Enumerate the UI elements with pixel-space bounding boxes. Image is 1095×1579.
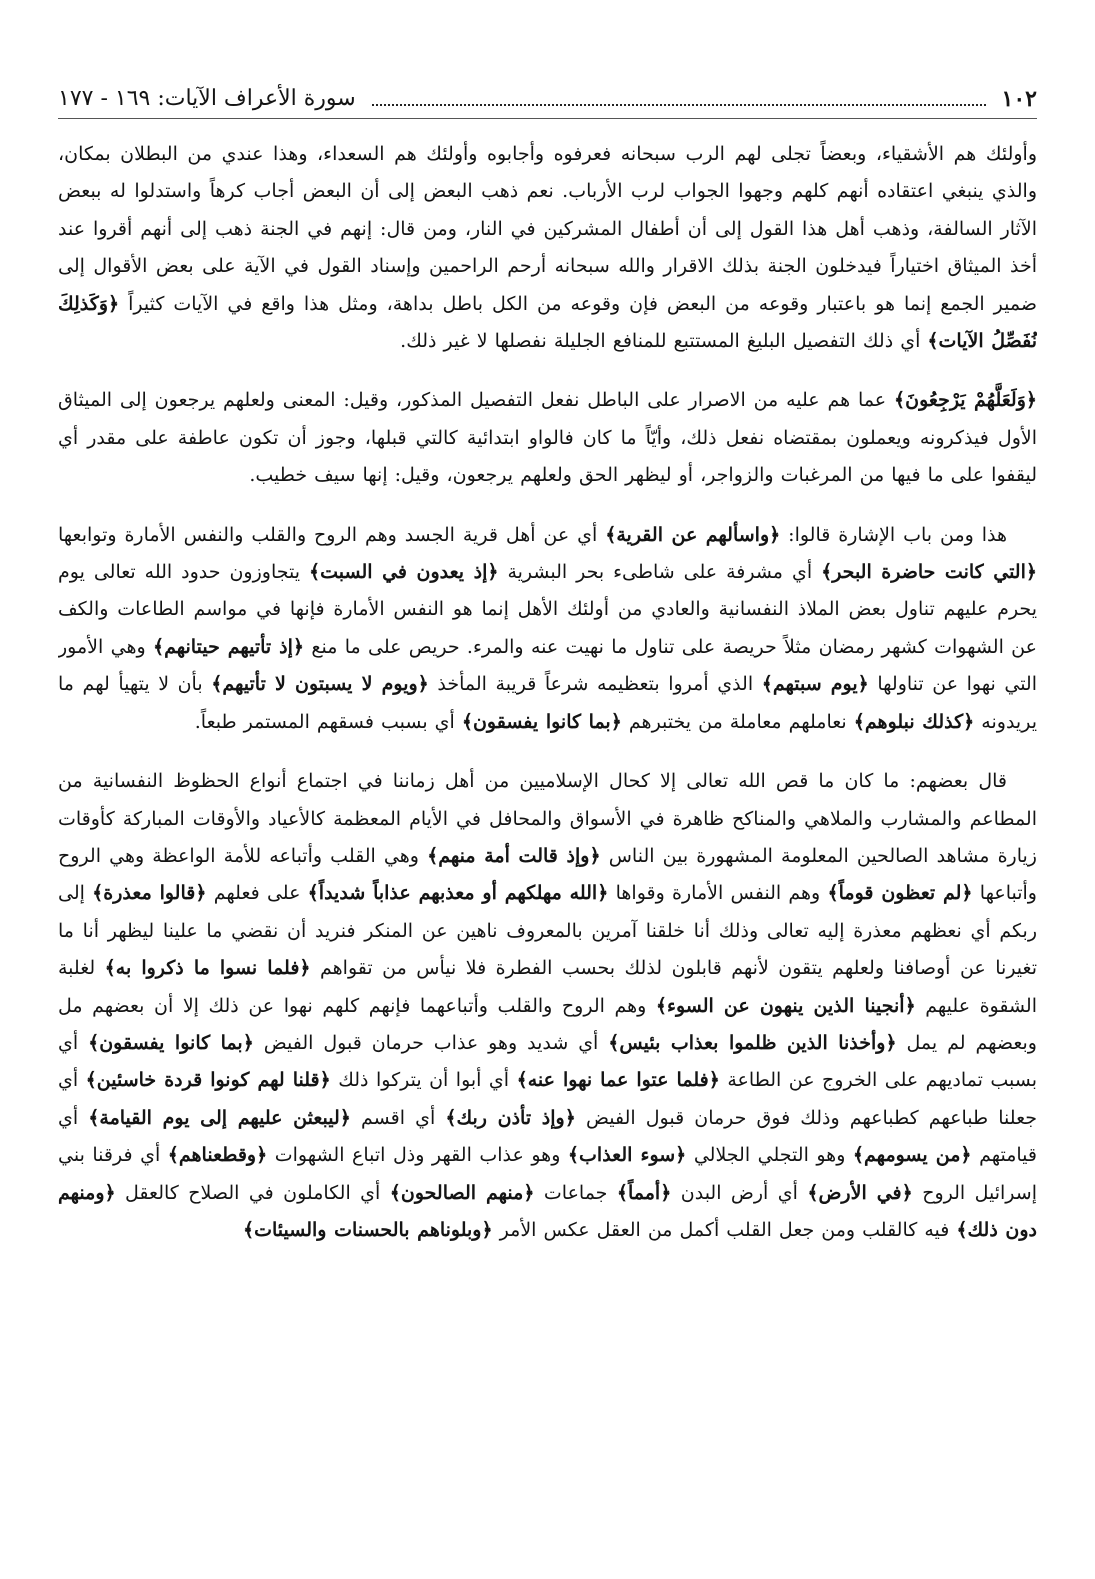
paragraph-text: فيه كالقلب ومن جعل القلب أكمل من العقل عكس الأمر: [492, 1218, 957, 1241]
quran-verse-quote: ﴿ومنهم دون ذلك﴾: [58, 1181, 1037, 1241]
quran-verse-quote: ﴿واسألهم عن القرية﴾: [605, 523, 781, 546]
quran-verse-quote: ﴿وبلوناهم بالحسنات والسيئات﴾: [242, 1218, 493, 1241]
quran-verse-quote: ﴿أنجينا الذين ينهون عن السوء﴾: [655, 994, 916, 1017]
paragraph-text: أي فرقنا بني إسرائيل الروح: [58, 1144, 1037, 1204]
quran-verse-quote: ﴿قلنا لهم كونوا قردة خاسئين﴾: [85, 1069, 331, 1092]
paragraph-text: قال بعضهم: ما كان ما قص الله تعالى إلا كحال الإسلاميين من أهل زماننا في اجتماع أنواع الحظوظ النفسانية من المطاعم والمشارب والملاهي والمناكح ظاهرة في الأسواق والمحافل في الأيام المعظمة كالأعياد والأوقات المباركة كأوقات زيارة مشاهد الصالحين المعلومة المشهورة بين الناس: [58, 770, 1037, 867]
quran-verse-quote: ﴿في الأرض﴾: [807, 1181, 913, 1204]
paragraph-text: يتجاوزون حدود الله تعالى يوم يحرم عليهم تناول بعض الملاذ النفسانية والعادي من أولئك الأهل إنما هو النفس الأمارة فإنها في مواسم الطاعات والكف عن الشهوات كشهر رمضان مثلاً حريصة على تناول ما نهيت عنه والمرء. حريص على ما منع: [58, 561, 1037, 658]
quran-verse-quote: ﴿أمماً﴾: [616, 1181, 672, 1204]
quran-verse-quote: ﴿يوم سبتهم﴾: [761, 673, 869, 696]
paragraph-text: أي عن أهل قرية الجسد وهم الروح والقلب والنفس الأمارة وتوابعها: [58, 523, 606, 546]
quran-verse-quote: ﴿سوء العذاب﴾: [567, 1144, 687, 1167]
paragraph-text: وهي الأمور التي نهوا عن تناولها: [58, 635, 1037, 696]
paragraph-text: وهم النفس الأمارة وقواها: [608, 882, 828, 905]
quran-verse-quote: ﴿إذ يعدون في السبت﴾: [309, 561, 499, 584]
paragraph-text: وهي القلب وأتباعه للأمة الواعظة وهي الروح وأتباعها: [58, 844, 1037, 905]
paragraph-text: أي بسبب فسقهم المستمر طبعاً.: [194, 710, 462, 733]
quran-verse-quote: ﴿قالوا معذرة﴾: [92, 882, 207, 905]
quran-verse-quote: ﴿ليبعثن عليهم إلى يوم القيامة﴾: [88, 1106, 351, 1129]
paragraph-text: وهو عذاب القهر وذل اتباع الشهوات: [267, 1144, 568, 1167]
paragraph-text: وأولئك هم الأشقياء، وبعضاً تجلى لهم الرب سبحانه فعرفوه وأجابوه وأولئك هم السعداء، وهذا عندي من البطلان بمكان، والذي ينبغي اعتقاده أنهم كلهم وجهوا الجواب لرب الأرباب. نعم ذهب البعض إلى أن البعض أجاب كرهاً واستدلوا له ببعض الآثار السالفة، وذهب أهل هذا القول إلى أن أطفال المشركين في النار، ومن قال: إنهم في الجنة ذهب إلى أنهم أقروا عند أخذ الميثاق اختياراً فيدخلون الجنة بذلك الاقرار والله سبحانه أرحم الراحمين وإسناد القول في الآية على بعض الأقوال إلى ضمير الجمع إنما هو باعتبار وقوعه من البعض فإن وقوعه من الكل باطل بداهة، ومثل هذا واقع في الآيات كثيراً: [58, 143, 1037, 315]
header-divider: [58, 118, 1037, 119]
paragraph-text: أي أرض البدن: [671, 1181, 808, 1204]
quran-verse-quote: ﴿بما كانوا يفسقون﴾: [88, 1031, 254, 1054]
paragraph-text: أي شديد وهو عذاب حرمان قبول الفيض: [253, 1031, 609, 1054]
paragraph-text: الذي أمروا بتعظيمه شرعاً قريبة المأخذ: [428, 673, 762, 696]
paragraph-text: إلى ربكم أي نعظهم معذرة إليه تعالى وذلك أنا خلقنا آمرين بالمعروف ناهين عن المنكر فنريد أن نقضي ما علينا ليظهر أنا ما تغيرنا عن أوصافنا ولعلهم يتقون لأنهم قابلون لذلك بحسب الفطرة فلا نيأس من تقواهم: [58, 882, 1037, 980]
quran-verse-quote: ﴿إذ تأتيهم حيتانهم﴾: [152, 635, 305, 658]
quran-verse-quote: ﴿منهم الصالحون﴾: [389, 1181, 535, 1204]
paragraph: [58, 136, 1037, 360]
quran-verse-quote: ﴿وقطعناهم﴾: [167, 1144, 268, 1167]
quran-verse-quote: ﴿وَكَذلِكَ نُفَصِّلُ الآيات﴾: [58, 292, 1037, 353]
quran-verse-quote: ﴿لم تعظون قوماً﴾: [827, 882, 973, 905]
paragraph: [58, 382, 1037, 494]
quran-verse-quote: ﴿فلما عتوا عما نهوا عنه﴾: [516, 1069, 720, 1092]
paragraph-text: وهم الروح والقلب وأتباعهما فإنهم كلهم نهوا عن ذلك إلا أن بعضهم مل وبعضهم لم يمل: [58, 994, 1037, 1054]
quran-verse-quote: ﴿فلما نسوا ما ذكروا به﴾: [104, 957, 311, 980]
quran-verse-quote: ﴿بما كانوا يفسقون﴾: [461, 710, 622, 733]
quran-verse-quote: ﴿وإذ قالت أمة منهم﴾: [427, 844, 601, 867]
paragraph-text: أي اقسم: [350, 1106, 446, 1129]
paragraph-text: بأن لا يتهيأ لهم ما يريدونه: [58, 673, 1037, 733]
paragraph-text: أي أبوا أن يتركوا ذلك: [330, 1069, 517, 1092]
paragraph-text: لغلبة الشقوة عليهم: [58, 957, 1037, 1017]
dotted-leader: [372, 103, 986, 106]
quran-verse-quote: ﴿كذلك نبلوهم﴾: [853, 710, 975, 733]
paragraph-text: جماعات: [534, 1181, 617, 1204]
quran-verse-quote: ﴿من يسومهم﴾: [852, 1144, 972, 1167]
quran-verse-quote: ﴿ويوم لا يسبتون لا تأتيهم﴾: [211, 673, 429, 696]
quran-verse-quote: ﴿وَلَعَلَّهُمْ يَرْجِعُونَ﴾: [894, 389, 1037, 412]
paragraph-text: نعاملهم معاملة من يختبرهم: [621, 710, 854, 733]
quran-verse-quote: ﴿الله مهلكهم أو معذبهم عذاباً شديداً﴾: [307, 882, 609, 905]
page-number: ١٠٢: [1001, 86, 1037, 112]
paragraph-text: هذا ومن باب الإشارة قالوا:: [780, 523, 1007, 546]
paragraph-text: وهو التجلي الجلالي: [686, 1144, 853, 1167]
body-text: [58, 136, 1037, 1549]
paragraph-text: عما هم عليه من الاصرار على الباطل نفعل التفصيل المذكور، وقيل: المعنى ولعلهم يرجعون إلى الميثاق الأول فيذكرونه ويعملون بمقتضاه نفعل ذلك، وأيّاً ما كان فالواو ابتدائية كالتي قبلها، وجوز أن تكون عاطفة على مقدر أي ليقفوا على ما فيها من المرغبات والزواجر، أو ليظهر الحق ولعلهم يرجعون، وقيل: إنها سيف خطيب.: [58, 389, 1037, 487]
paragraph-text: أي بسبب تماديهم على الخروج عن الطاعة: [58, 1031, 1037, 1092]
paragraph-text: أي ذلك التفصيل البليغ المستتبع للمنافع الجليلة نفصلها لا غير ذلك.: [400, 330, 928, 353]
paragraph-text: أي مشرفة على شاطىء بحر البشرية: [498, 561, 822, 584]
paragraph-text: على فعلهم: [206, 882, 308, 905]
paragraph: [58, 517, 1037, 741]
paragraph-text: أي قيامتهم: [58, 1106, 1037, 1167]
quran-verse-quote: ﴿وأخذنا الذين ظلموا بعذاب بئيس﴾: [608, 1031, 897, 1054]
paragraph-text: أي جعلنا طباعهم كطباعهم وذلك فوق حرمان قبول الفيض: [58, 1069, 1037, 1129]
paragraph: [58, 763, 1037, 1249]
running-header: [58, 78, 1037, 114]
section-title: سورة الأعراف الآيات: ١٦٩ - ١٧٧: [58, 86, 356, 111]
quran-verse-quote: ﴿وإذ تأذن ربك﴾: [445, 1106, 576, 1129]
paragraph-text: أي الكاملون في الصلاح كالعقل: [115, 1181, 390, 1204]
quran-verse-quote: ﴿التي كانت حاضرة البحر﴾: [821, 561, 1037, 584]
